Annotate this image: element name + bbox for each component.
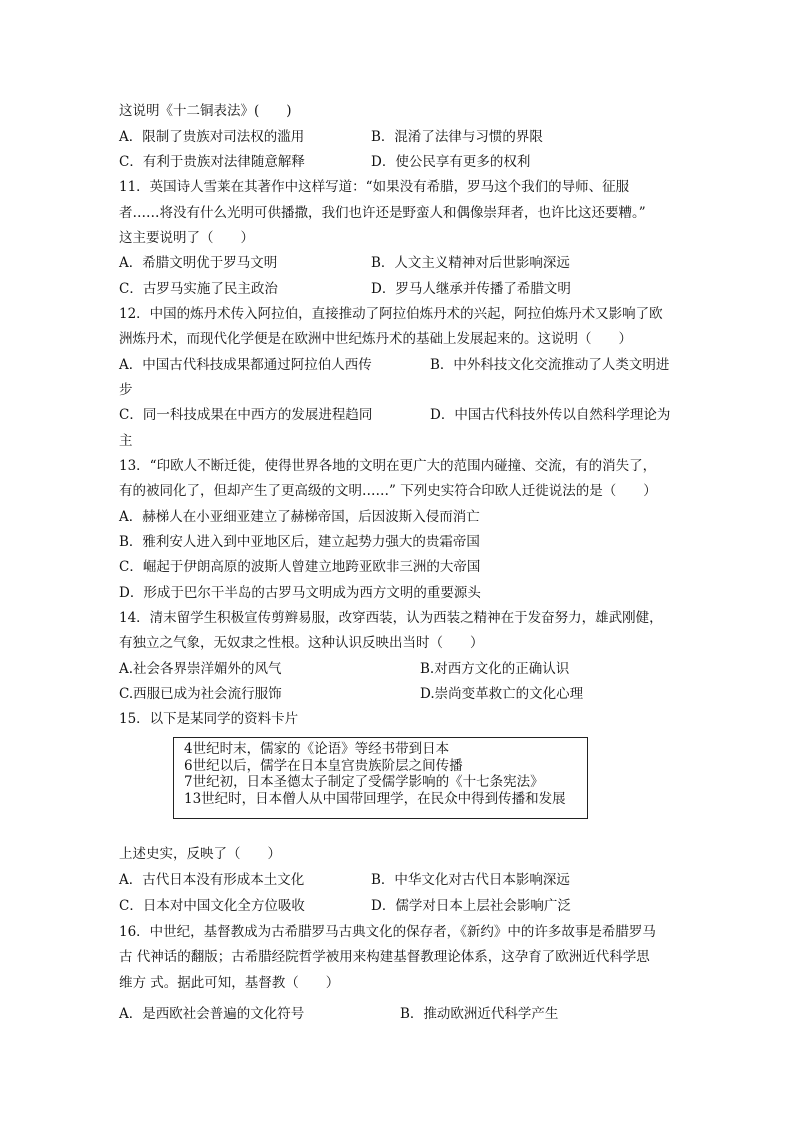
q16-option-a: A．是西欧社会普遍的文化符号 <box>119 1006 305 1022</box>
q15-question: 上述史实，反映了（ ） <box>119 846 281 862</box>
q14-stem-line1: 14．清末留学生积极宣传剪辫易服，改穿西装，认为西装之精神在于发奋努力，雄武刚健， <box>119 610 663 626</box>
q15-option-a: A．古代日本没有形成本土文化 <box>119 872 305 888</box>
q10-option-d: D．使公民享有更多的权利 <box>371 154 531 170</box>
q11-option-b: B．人文主义精神对后世影响深远 <box>371 255 570 271</box>
q10-option-b: B．混淆了法律与习惯的界限 <box>371 129 543 145</box>
q15-stem: 15．以下是某同学的资料卡片 <box>119 711 299 727</box>
q12-option-b: B．中外科技文化交流推动了人类文明进 <box>430 357 670 373</box>
q15-option-c: C．日本对中国文化全方位吸收 <box>119 898 305 914</box>
q11-option-c: C．古罗马实施了民主政治 <box>119 281 278 297</box>
q10-option-c: C．有利于贵族对法律随意解释 <box>119 154 305 170</box>
q13-option-b: B．雅利安人进入到中亚地区后，建立起势力强大的贵霜帝国 <box>119 534 480 550</box>
q16-option-b: B．推动欧洲近代科学产生 <box>400 1006 559 1022</box>
q10-stem: 这说明《十二铜表法》( ) <box>119 103 292 119</box>
q13-stem-line1: 13．“印欧人不断迁徙，使得世界各地的文明在更广大的范围内碰撞、交流，有的消失了， <box>119 458 657 474</box>
q16-stem-line3: 维方 式。据此可知，基督教（ ） <box>119 975 340 991</box>
q12-stem-line1: 12．中国的炼丹术传入阿拉伯，直接推动了阿拉伯炼丹术的兴起，阿拉伯炼丹术又影响了欧 <box>119 306 663 322</box>
q12-stem-line2: 洲炼丹术，而现代化学便是在欧洲中世纪炼丹术的基础上发展起来的。这说明（ ） <box>119 331 632 347</box>
q13-option-d: D．形成于巴尔干半岛的古罗马文明成为西方文明的重要源头 <box>119 585 481 601</box>
q14-option-a: A.社会各界崇洋媚外的风气 <box>119 661 282 677</box>
q13-option-c: C．崛起于伊朗高原的波斯人曾建立地跨亚欧非三洲的大帝国 <box>119 559 481 575</box>
q12-option-c: C．同一科技成果在中西方的发展进程趋同 <box>119 407 373 423</box>
q12-option-b-wrap: 步 <box>119 382 133 398</box>
q13-option-a: A．赫梯人在小亚细亚建立了赫梯帝国，后因波斯入侵而消亡 <box>119 509 480 525</box>
q11-stem-line3: 这主要说明了（ ） <box>119 230 254 246</box>
q11-option-a: A．希腊文明优于罗马文明 <box>119 255 278 271</box>
q11-stem-line2: 者……将没有什么光明可供播撒，我们也许还是野蛮人和偶像崇拜者，也许比这还要糟。” <box>119 205 646 221</box>
q15-option-b: B．中华文化对古代日本影响深远 <box>371 872 570 888</box>
q16-stem-line2: 古 代神话的翻版；古希腊经院哲学被用来构建基督教理论体系，这孕育了欧洲近代科学思 <box>119 949 650 965</box>
q13-stem-line2: 有的被同化了，但却产生了更高级的文明……” 下列史实符合印欧人迁徙说法的是（ ） <box>119 483 657 499</box>
q15-card-line: 7世纪初，日本圣德太子制定了受儒学影响的《十七条宪法》 <box>184 774 544 790</box>
q11-option-d: D．罗马人继承并传播了希腊文明 <box>371 281 571 297</box>
q14-stem-line2: 有独立之气象，无奴隶之性根。这种认识反映出当时（ ） <box>119 635 484 651</box>
q15-info-card <box>173 737 588 819</box>
q11-stem-line1: 11．英国诗人雪莱在其著作中这样写道：“如果没有希腊，罗马这个我们的导师、征服 <box>119 179 630 195</box>
q16-stem-line1: 16．中世纪，基督教成为古希腊罗马古典文化的保存者，《新约》中的许多故事是希腊罗马 <box>119 924 656 940</box>
q15-card-line: 6世纪以后，儒学在日本皇宫贵族阶层之间传播 <box>184 757 463 774</box>
q15-card-line: 13世纪时，日本僧人从中国带回理学，在民众中得到传播和发展 <box>184 790 566 807</box>
q14-option-d: D.崇尚变革救亡的文化心理 <box>420 686 584 702</box>
q14-option-c: C.西服已成为社会流行服饰 <box>119 686 282 702</box>
q12-option-a: A．中国古代科技成果都通过阿拉伯人西传 <box>119 357 372 373</box>
q14-option-b: B.对西方文化的正确认识 <box>420 661 570 677</box>
q15-card-line: 4世纪时末，儒家的《论语》等经书带到日本 <box>184 741 450 757</box>
q10-option-a: A．限制了贵族对司法权的滥用 <box>119 129 305 145</box>
q12-option-d-wrap: 主 <box>119 433 133 449</box>
q12-option-d: D．中国古代科技外传以自然科学理论为 <box>430 407 671 423</box>
q15-option-d: D．儒学对日本上层社会影响广泛 <box>371 898 571 914</box>
